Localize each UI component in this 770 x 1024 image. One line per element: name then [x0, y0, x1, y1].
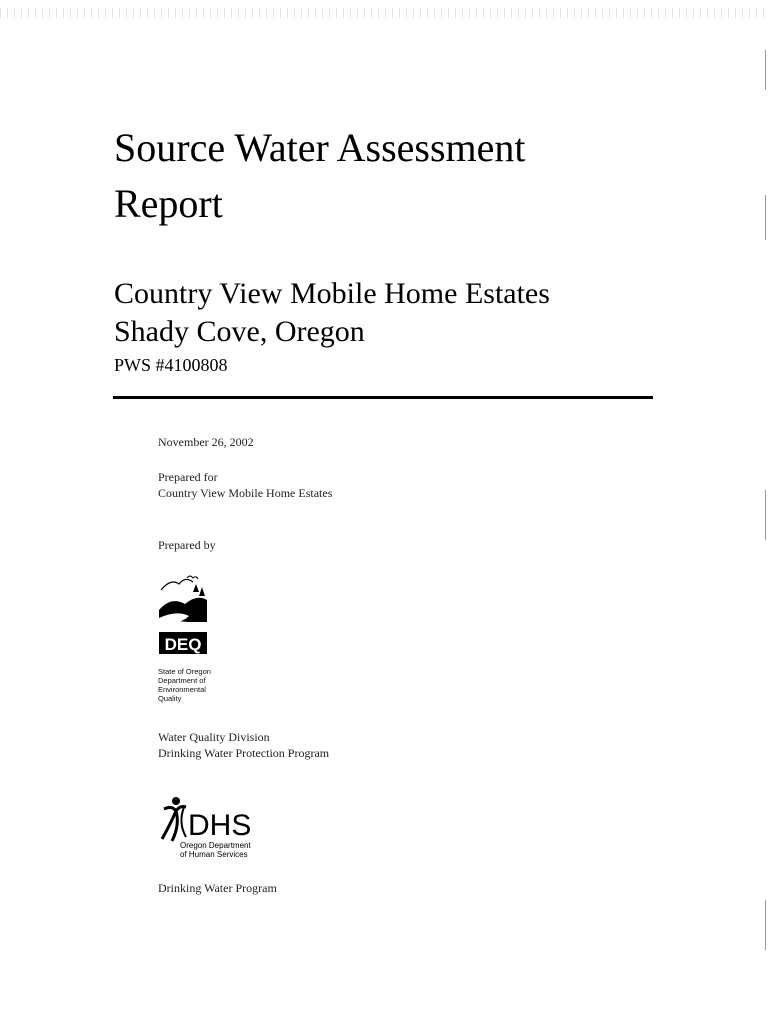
- prepared-by-label: Prepared by: [158, 538, 216, 552]
- scan-artifact-right: [765, 195, 766, 240]
- deq-caption-line: Quality: [158, 694, 182, 703]
- system-name: Country View Mobile Home Estates: [114, 277, 550, 310]
- report-date: November 26, 2002: [158, 435, 254, 449]
- pws-number: PWS #4100808: [114, 355, 228, 375]
- report-title-line-2: Report: [114, 181, 223, 226]
- prepared-for-label: Prepared for: [158, 470, 218, 484]
- system-location: Shady Cove, Oregon: [114, 315, 365, 348]
- deq-caption-line: Department of: [158, 676, 206, 685]
- report-title-line-1: Source Water Assessment: [114, 125, 526, 170]
- dhs-logo: [158, 795, 268, 859]
- deq-logo-text: DEQ: [164, 635, 202, 654]
- dhs-program: Drinking Water Program: [158, 881, 277, 895]
- scan-artifact-right: [765, 900, 766, 950]
- deq-logo: [157, 570, 217, 660]
- prepared-for-name: Country View Mobile Home Estates: [158, 486, 333, 500]
- scan-artifact-right: [765, 490, 766, 540]
- divider-rule: [113, 396, 653, 399]
- scan-artifact-top: [0, 8, 770, 18]
- dhs-caption-line: of Human Services: [180, 850, 248, 859]
- deq-caption-line: Environmental: [158, 685, 206, 694]
- deq-program: Drinking Water Protection Program: [158, 746, 330, 760]
- scan-artifact-right: [765, 50, 766, 90]
- dhs-caption-line: Oregon Department: [180, 841, 251, 850]
- deq-caption-line: State of Oregon: [158, 667, 211, 676]
- deq-division: Water Quality Division: [158, 730, 270, 744]
- deq-caption: [158, 667, 211, 703]
- dhs-logo-text: DHS: [188, 809, 252, 842]
